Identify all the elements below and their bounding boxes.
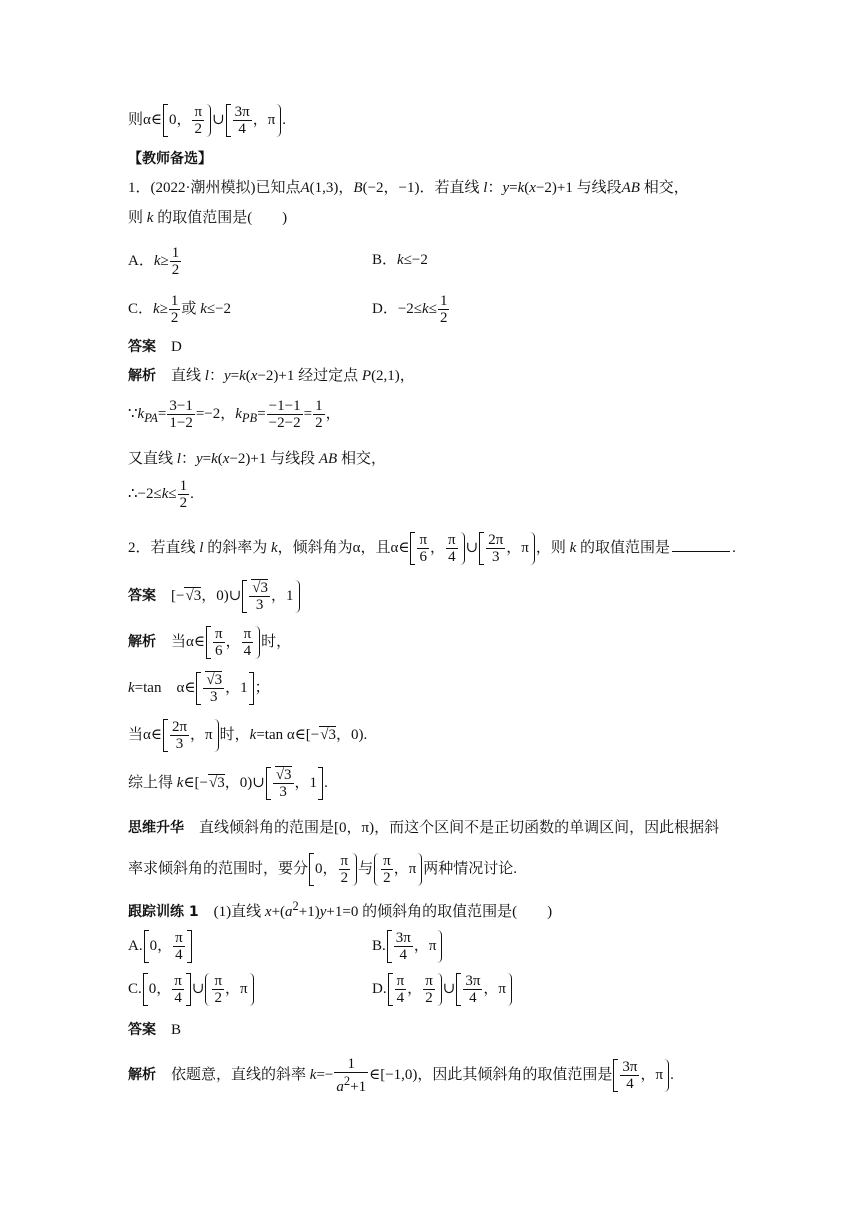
q2-stem: 2．若直线 l 的斜率为 k，倾斜角为α，且α∈ $\frac{\pi}{6}$ ， $\frac{\pi}{4}$ ∪ $\frac{2\pi}{3}$ ，π ，则 k 的取值范围是 . xyxy=(128,532,736,565)
q1-option-c: C．k≥ $\frac{1}{2}$ 或 k≤−2 xyxy=(128,293,232,326)
practice-option-a: A. 0， $\frac{\pi}{4}$ xyxy=(128,930,193,963)
q1-option-a: A．k≥ $\frac{1}{2}$ xyxy=(128,245,180,278)
practice-answer: 答案 B xyxy=(128,1022,182,1038)
q2-analysis-3: 当α∈ $\frac{2\pi}{3}$ ，π 时，k=tan α∈[−√ 3，0). xyxy=(128,719,367,752)
q1-analysis-3: 又直线 l：y=k(x−2)+1 与线段 AB 相交， xyxy=(128,451,386,467)
practice-stem: 跟踪训练 1 (1)直线 $x+(a^2+1)y+1=0$ 的倾斜角的取值范围是( ) xyxy=(128,899,553,920)
q1-analysis-1: 解析 直线 l：y=k(x−2)+1 经过定点 P(2,1)， xyxy=(128,368,415,384)
q2-analysis-1: 解析 当α∈ $\frac{\pi}{6}$ ， $\frac{\pi}{4}$ 时， xyxy=(128,626,292,659)
practice-option-d: D. $\frac{\pi}{4}$ ， $\frac{\pi}{2}$ ∪ $\frac{3\pi}{4}$ ，π xyxy=(372,973,513,1006)
q1-option-b: B．k≤−2 xyxy=(372,252,428,268)
practice-option-c: C. 0， $\frac{\pi}{4}$ ∪ $\frac{\pi}{2}$ ，π xyxy=(128,973,255,1006)
top-conclusion: 则α∈ 0， $\frac{\pi}{2}$ ∪ $\frac{3\pi}{4}$ ，π . xyxy=(128,104,287,137)
practice-analysis: 解析 依题意，直线的斜率 k=− $\frac{1}{a^2+1}$ ∈[−1,0)，因此其倾斜角的取值范围是 $\frac{3\pi}{4}$ ，π . xyxy=(128,1056,674,1095)
q2-answer: 答案 [−√ 3，0)∪ √ $\frac{3}{3}$ ，1 xyxy=(128,580,301,613)
section-title: 【教师备选】 xyxy=(128,151,212,167)
insight-1: 思维升华 直线倾斜角的范围是[0，π)，而这个区间不是正切函数的单调区间，因此根据斜 xyxy=(128,820,720,836)
q1-stem: 1．(2022·潮州模拟)已知点A(1,3)，B(−2，−1)．若直线 l：y=k(x−2)+1 与线段AB 相交， xyxy=(128,180,689,196)
q1-analysis-4: ∴−2≤k≤ $\frac{1}{2}$ . xyxy=(128,478,194,511)
insight-2: 率求倾斜角的范围时，要分 0， $\frac{\pi}{2}$ 与 $\frac{\pi}{2}$ ，π 两种情况讨论. xyxy=(128,853,518,886)
practice-option-b: B. $\frac{3\pi}{4}$ ，π xyxy=(372,930,443,963)
q1-stem-2: 则 k 的取值范围是( ) xyxy=(128,210,288,226)
q1-answer: 答案 D xyxy=(128,339,182,355)
q1-option-d: D．−2≤k≤ $\frac{1}{2}$ xyxy=(372,293,448,326)
q2-analysis-2: k=tan α∈ √ $\frac{3}{3}$ ，1 ； xyxy=(128,672,270,705)
q1-analysis-2: $\because k_{PA}=$ $\frac{3-1}{1-2}$ =−2，$k_{PB}=$ $\frac{-1-1}{-2-2}$ = $\frac{1}{2}$ ， xyxy=(128,398,341,431)
q2-analysis-4: 综上得 k∈[−√ 3，0)∪ √ $\frac{3}{3}$ ，1 . xyxy=(128,767,328,800)
